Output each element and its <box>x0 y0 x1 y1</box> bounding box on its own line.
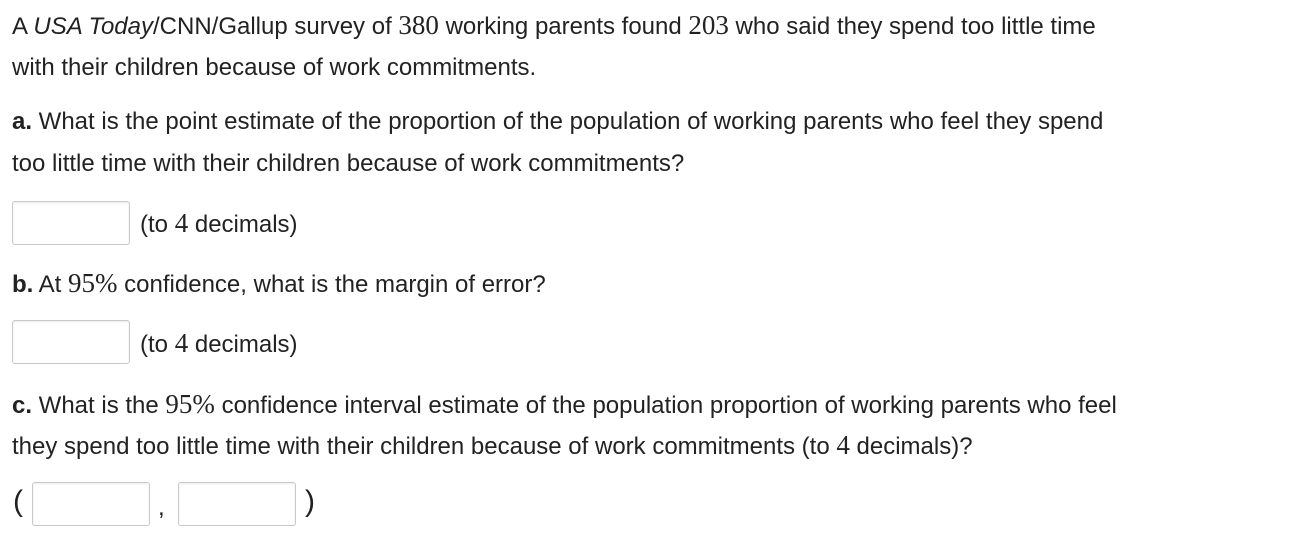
part-c-label: c. <box>12 392 33 419</box>
part-b-pre: At <box>33 271 69 298</box>
intro-pre: A <box>12 13 34 40</box>
sample-size: 380 <box>398 10 439 40</box>
part-a-hint-pre: (to <box>140 211 175 238</box>
intro-source-italic: USA Today <box>33 13 153 40</box>
part-a-hint-num: 4 <box>174 208 189 238</box>
part-b-hint-num: 4 <box>174 328 189 358</box>
part-b-question: confidence, what is the margin of error? <box>117 271 546 298</box>
intro-mid: working parents found <box>438 13 689 40</box>
part-b-hint <box>140 326 298 362</box>
intro-line-1 <box>12 8 1096 44</box>
part-b-hint-post: decimals) <box>188 331 298 358</box>
part-c-pre: What is the <box>32 392 166 419</box>
part-c-line-2 <box>12 428 973 464</box>
part-b-hint-pre: (to <box>140 331 175 358</box>
part-c-line2-post: decimals)? <box>849 433 973 460</box>
part-c-line2-pre: they spend too little time with their children because of work commitments (to <box>12 433 837 460</box>
part-c-question: confidence interval estimate of the population proportion of working parents who feel <box>214 392 1117 419</box>
part-c-line-1 <box>12 387 1117 423</box>
interval-close-paren: ) <box>305 485 315 518</box>
part-c-confidence: 95% <box>165 389 215 419</box>
part-b-confidence: 95% <box>68 268 118 298</box>
part-a-line-1 <box>12 105 1103 139</box>
success-count: 203 <box>688 10 729 40</box>
interval-open-paren: ( <box>13 485 23 518</box>
part-c-line2-num: 4 <box>836 430 850 460</box>
interval-comma: , <box>158 494 165 521</box>
interval-upper-input[interactable] <box>178 482 296 526</box>
part-a-hint <box>140 206 298 242</box>
intro-source-rest: /CNN/Gallup survey of <box>152 13 399 40</box>
part-b-label: b. <box>12 271 34 298</box>
part-b-line <box>12 266 546 302</box>
intro-line-2: with their children because of work commitments. <box>12 54 537 81</box>
intro-post: who said they spend too little time <box>728 13 1096 40</box>
point-estimate-input[interactable] <box>12 201 130 245</box>
part-a-hint-post: decimals) <box>188 211 298 238</box>
part-a-label: a. <box>12 108 33 135</box>
margin-of-error-input[interactable] <box>12 320 130 364</box>
interval-lower-input[interactable] <box>32 482 150 526</box>
part-a-line-2: too little time with their children because of work commitments? <box>12 150 685 177</box>
part-a-question: What is the point estimate of the proportion of the population of working parents who feel they spend <box>32 108 1104 135</box>
